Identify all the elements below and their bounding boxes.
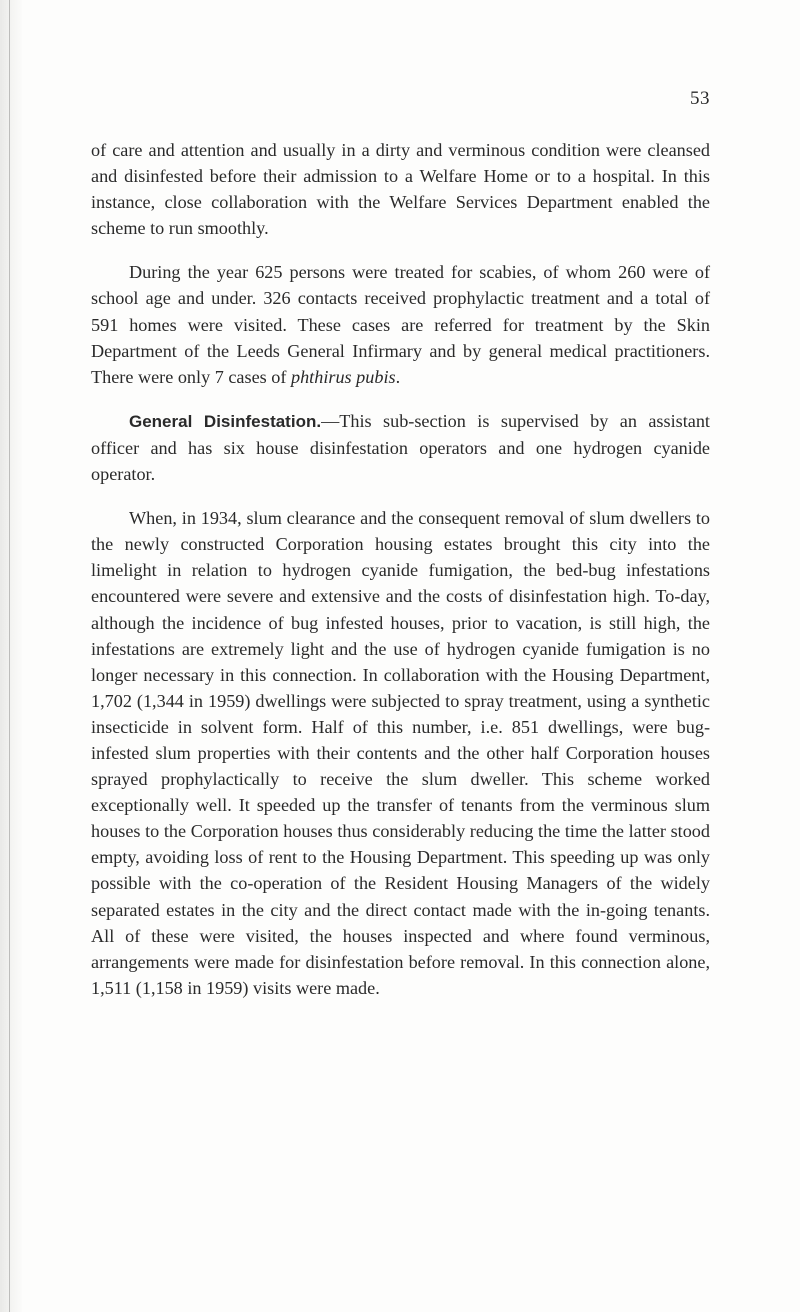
section-heading-general-disinfestation: General Disinfestation. <box>129 411 322 431</box>
general-disinfestation-text: —This sub-section is supervised by an assistant officer and has six house disinfestation operators and one hydrogen cyanide operator. <box>91 410 710 485</box>
paragraph-scabies <box>91 259 710 389</box>
page-number: 53 <box>690 88 710 109</box>
italic-term-phthirus-pubis: phthirus pubis <box>290 366 396 387</box>
page-binding-edge <box>0 0 22 1312</box>
paragraph-slum-clearance: When, in 1934, slum clearance and the consequent removal of slum dwellers to the newly constructed Corporation housing estates brought this city into the limelight in relation to hydrogen cyanide fumigation, the bed-bug infestations encountered were severe and extensive and the costs of disinfestation high. To-day, although the incidence of bug infested houses, prior to vacation, is still high, the infestations are extremely light and the use of hydrogen cyanide fumigation is no longer necessary in this connection. In collaboration with the Housing Department, 1,702 (1,344 in 1959) dwellings were subjected to spray treatment, using a synthetic insecticide in solvent form. Half of this number, i.e. 851 dwellings, were bug-infested slum properties with their contents and the other half Corporation houses sprayed prophylactically to receive the slum dweller. This scheme worked exceptionally well. It speeded up the transfer of tenants from the verminous slum houses to the Corporation houses thus considerably reducing the time the latter stood empty, avoiding loss of rent to the Housing Department. This speeding up was only possible with the co-operation of the Resident Housing Managers of the widely separated estates in the city and the direct contact made with the in-going tenants. All of these were visited, the houses inspected and where found verminous, arrangements were made for disinfestation before removal. In this connection alone, 1,511 (1,158 in 1959) visits were made. <box>91 508 710 998</box>
body-text <box>91 137 710 1019</box>
paragraph-scabies-text: During the year 625 persons were treated for scabies, of whom 260 were of school age and under. 326 contacts received prophylactic treatment and a total of 591 homes were visited. These cases are referred for treatment by the Skin Department of the Leeds General Infirmary and by general medical practitioners. There were only 7 cases of <box>91 262 710 387</box>
paragraph-general-disinfestation <box>91 408 710 487</box>
paragraph-continued: of care and attention and usually in a dirty and verminous condition were cleansed and disinfested before their admission to a Welfare Home or to a hospital. In this instance, close collaboration with the Welfare Services Department enabled the scheme to run smoothly. <box>91 140 710 239</box>
paragraph-scabies-end: . <box>395 366 401 387</box>
binding-crease-line <box>9 0 10 1312</box>
